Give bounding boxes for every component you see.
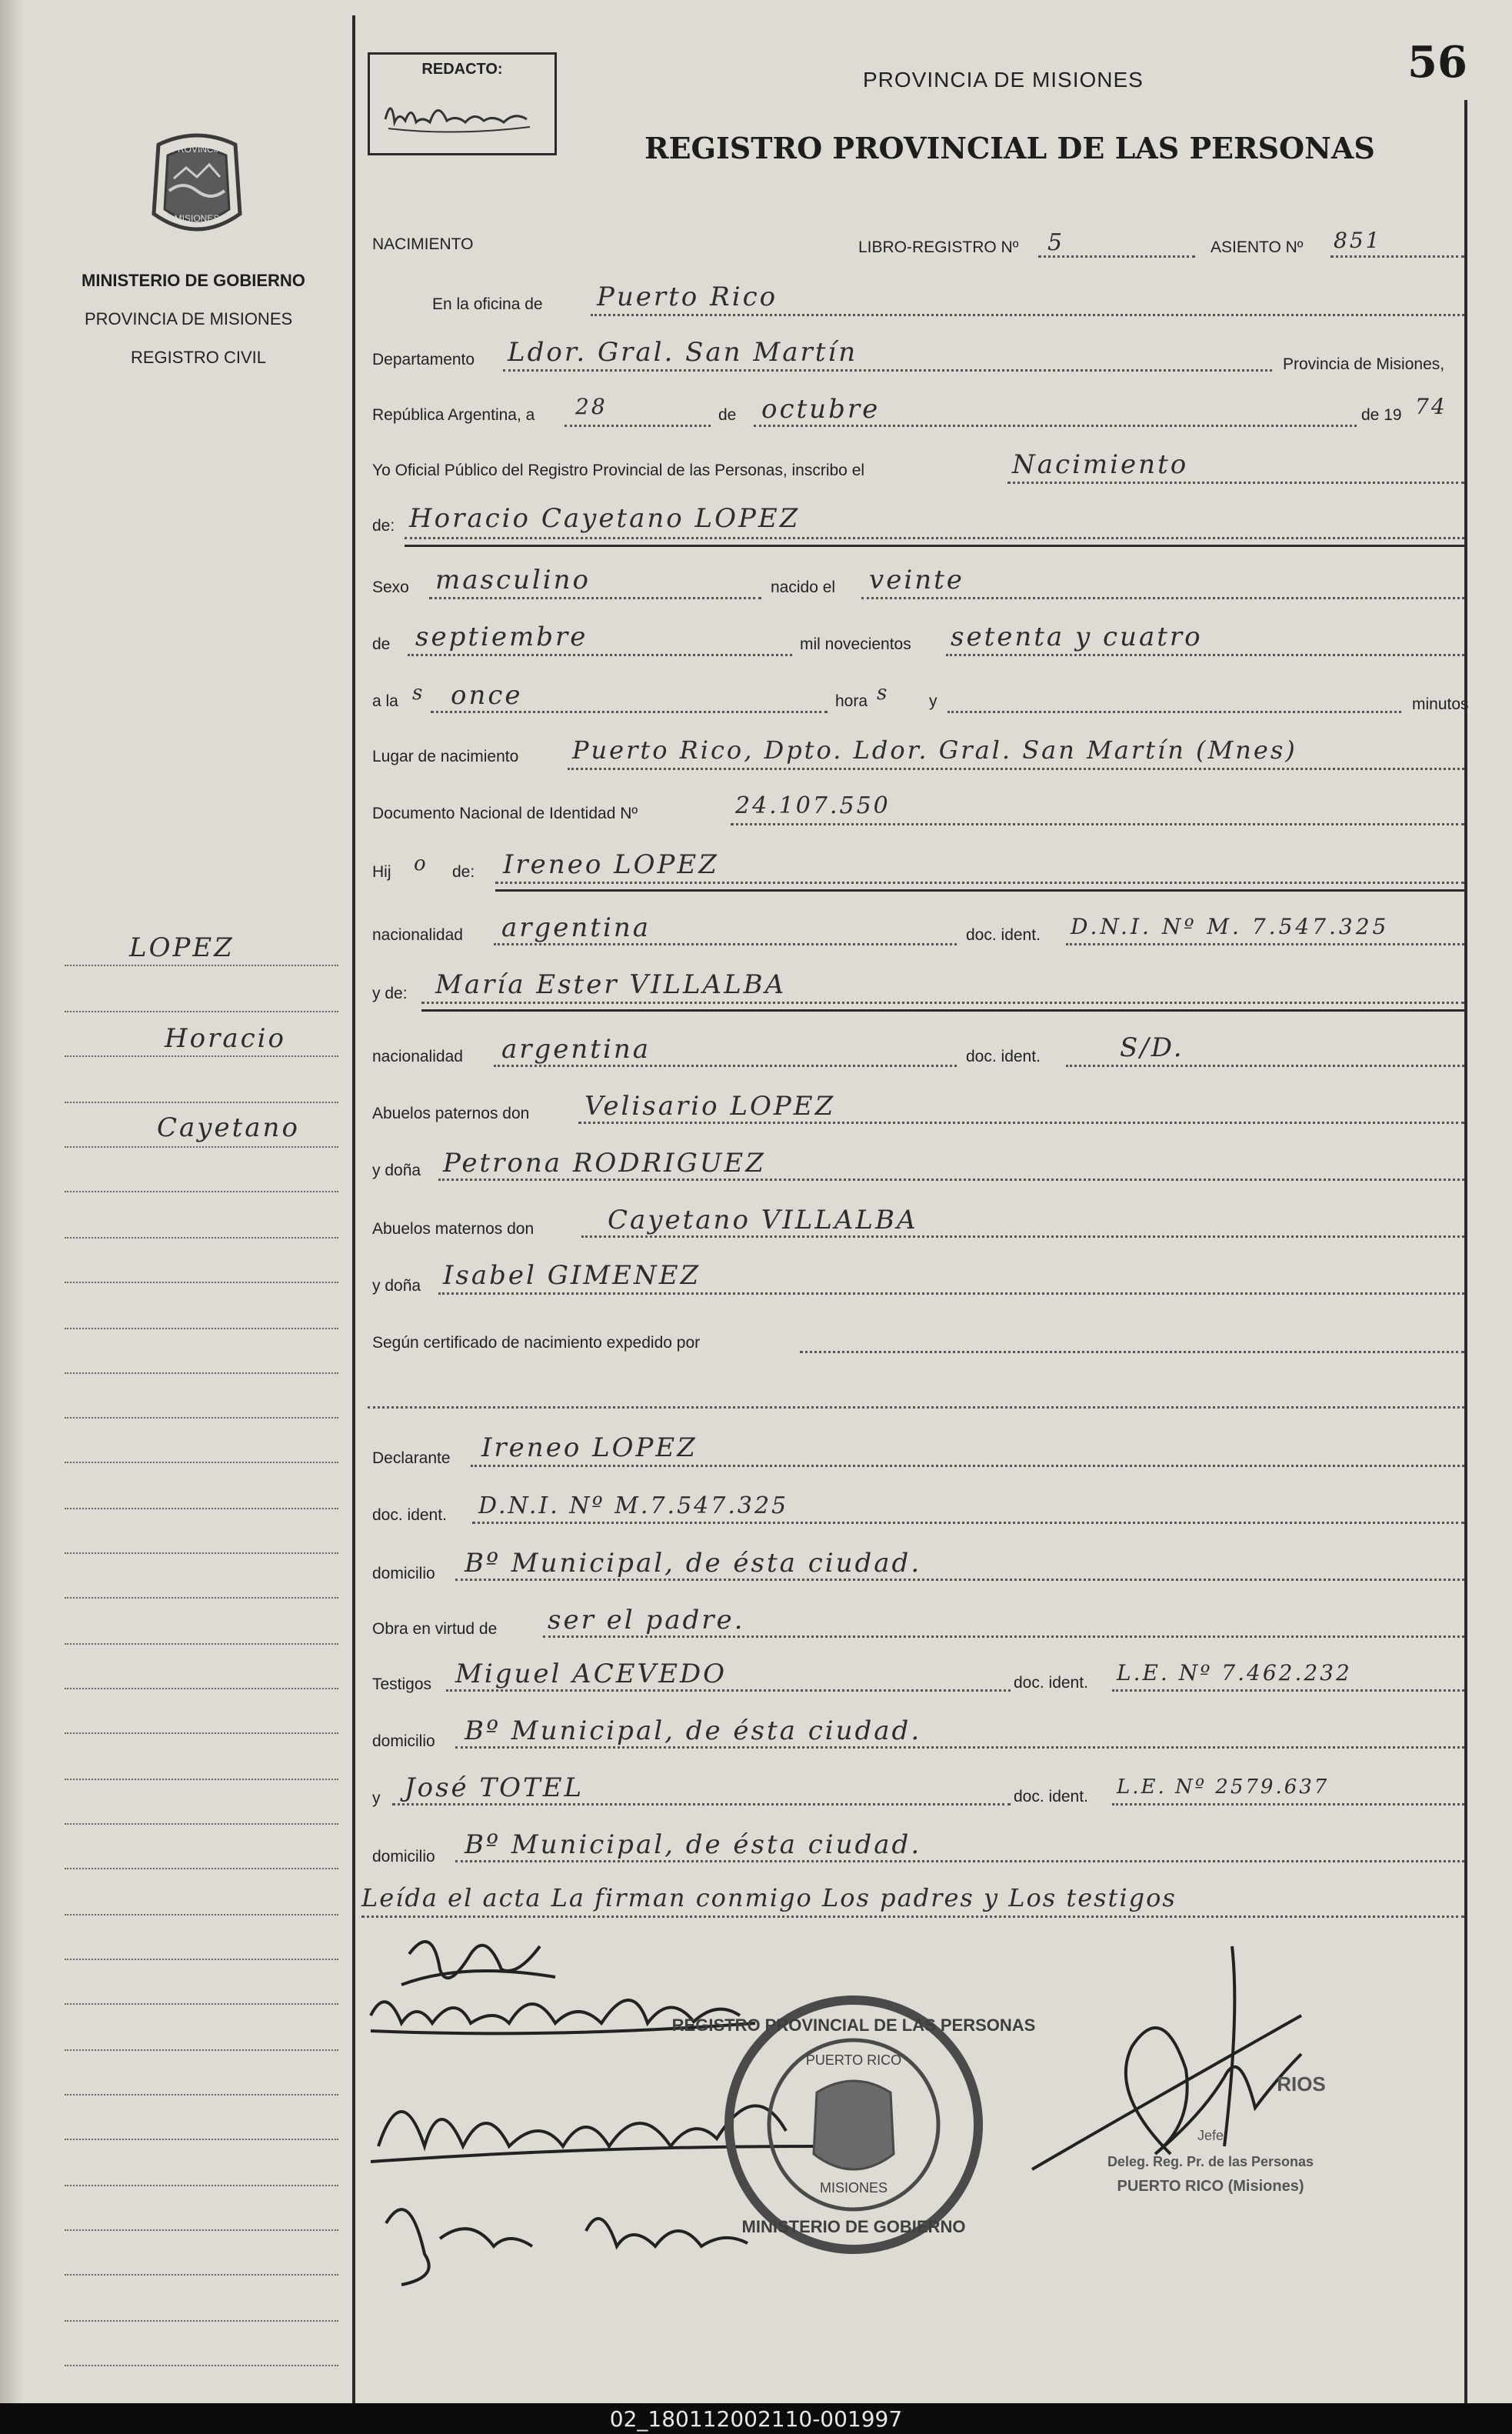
dots bbox=[455, 1860, 1464, 1862]
label-y-dona: y doña bbox=[372, 1162, 421, 1179]
label-nacionalidad: nacionalidad bbox=[372, 926, 463, 944]
dots bbox=[731, 823, 1464, 825]
value-libro: 5 bbox=[1047, 229, 1065, 256]
dots bbox=[800, 1351, 1464, 1353]
dots bbox=[581, 1235, 1464, 1238]
label-provincia: Provincia de Misiones, bbox=[1283, 355, 1445, 373]
label-oficina: En la oficina de bbox=[432, 295, 543, 313]
dots bbox=[408, 654, 792, 656]
value-padre: Ireneo LOPEZ bbox=[503, 849, 719, 880]
margin-line bbox=[65, 965, 338, 966]
value-asiento: 851 bbox=[1334, 228, 1382, 253]
dots bbox=[471, 1465, 1464, 1467]
margin-line bbox=[65, 1779, 338, 1780]
value-dia: 28 bbox=[575, 394, 608, 419]
label-de-2: de bbox=[372, 635, 391, 653]
underline bbox=[495, 889, 1464, 892]
label-y-de: y de: bbox=[372, 985, 408, 1002]
value-abuelo-paterno: Velisario LOPEZ bbox=[584, 1091, 836, 1122]
stamp-bottom-ring: MINISTERIO DE GOBIERNO bbox=[741, 2217, 966, 2236]
label-doc-ident: doc. ident. bbox=[966, 926, 1041, 944]
binding-shadow bbox=[0, 0, 23, 2403]
value-sexo: masculino bbox=[435, 565, 591, 595]
margin-line bbox=[65, 1508, 338, 1509]
underline bbox=[405, 545, 1464, 547]
stamp-ring-text: REGISTRO PROVINCIAL DE LAS PERSONAS bbox=[671, 2016, 1036, 2035]
label-doc-declarante: doc. ident. bbox=[372, 1506, 447, 1524]
value-doc-testigo-2: L.E. Nº 2579.637 bbox=[1117, 1775, 1330, 1799]
label-a-la: a la bbox=[372, 692, 398, 710]
label-minutos: minutos bbox=[1412, 695, 1469, 713]
dots bbox=[472, 1522, 1464, 1524]
label-libro: LIBRO-REGISTRO Nº bbox=[858, 238, 1019, 256]
value-dni: 24.107.550 bbox=[735, 792, 891, 819]
value-domicilio: Bº Municipal, de ésta ciudad. bbox=[465, 1548, 922, 1579]
label-asiento: ASIENTO Nº bbox=[1211, 238, 1304, 256]
margin-line bbox=[65, 1552, 338, 1554]
label-departamento: Departamento bbox=[372, 351, 475, 368]
dots bbox=[455, 1579, 1464, 1581]
value-horas-s: s bbox=[877, 682, 890, 705]
margin-line bbox=[65, 1011, 338, 1012]
margin-line bbox=[65, 1328, 338, 1329]
margin-line bbox=[65, 1732, 338, 1734]
label-doc-testigo-2: doc. ident. bbox=[1014, 1788, 1088, 1805]
margin-line bbox=[65, 1643, 338, 1645]
label-segun: Según certificado de nacimiento expedido por bbox=[372, 1334, 701, 1352]
margin-line bbox=[65, 1282, 338, 1283]
dots bbox=[429, 597, 761, 599]
dots bbox=[438, 1292, 1464, 1295]
label-hij-de: de: bbox=[452, 863, 475, 881]
value-abuelo-materno: Cayetano VILLALBA bbox=[608, 1205, 918, 1235]
value-obra: ser el padre. bbox=[548, 1605, 745, 1635]
label-republica: República Argentina, a bbox=[372, 406, 535, 424]
margin-line bbox=[65, 1191, 338, 1192]
header-province: PROVINCIA DE MISIONES bbox=[863, 68, 1144, 92]
margin-line bbox=[65, 1372, 338, 1374]
label-horas: hora bbox=[835, 692, 868, 710]
stamp-center-top: PUERTO RICO bbox=[805, 2052, 902, 2068]
margin-line bbox=[65, 2185, 338, 2186]
margin-line bbox=[65, 1868, 338, 1869]
value-doc-padre: D.N.I. Nº M. 7.547.325 bbox=[1071, 914, 1390, 939]
margin-line bbox=[65, 1055, 338, 1057]
margin-line bbox=[65, 1959, 338, 1960]
signatures bbox=[355, 1923, 1463, 2308]
official-stamp-line-1: RIOS bbox=[1277, 2072, 1326, 2096]
label-dni: Documento Nacional de Identidad Nº bbox=[372, 805, 638, 822]
value-doc-madre: S/D. bbox=[1120, 1032, 1184, 1063]
margin-line bbox=[65, 1417, 338, 1419]
coat-of-arms-seal bbox=[143, 129, 251, 245]
label-nacimiento: NACIMIENTO bbox=[372, 235, 474, 253]
label-lugar: Lugar de nacimiento bbox=[372, 748, 519, 765]
dots bbox=[431, 711, 828, 713]
dots bbox=[754, 425, 1357, 427]
value-abuela-paterna: Petrona RODRIGUEZ bbox=[443, 1148, 766, 1179]
footer-id: 02_180112002110-001997 bbox=[0, 2403, 1512, 2434]
dots bbox=[405, 537, 1464, 539]
label-de: de bbox=[718, 406, 737, 424]
margin-line bbox=[65, 2365, 338, 2366]
margin-line bbox=[65, 1914, 338, 1916]
witness-1-signature bbox=[371, 2106, 817, 2162]
label-abuelos-maternos: Abuelos maternos don bbox=[372, 1220, 535, 1238]
margin-line bbox=[65, 2049, 338, 2051]
margin-line bbox=[65, 2320, 338, 2322]
dots bbox=[543, 1635, 1464, 1638]
value-doc-declarante: D.N.I. Nº M.7.547.325 bbox=[478, 1492, 789, 1519]
value-domicilio-testigo-1: Bº Municipal, de ésta ciudad. bbox=[465, 1715, 922, 1746]
value-hij: o bbox=[414, 852, 428, 875]
margin-line bbox=[65, 1102, 338, 1103]
margin-line bbox=[65, 1823, 338, 1825]
value-lugar: Puerto Rico, Dpto. Ldor. Gral. San Martín (Mnes) bbox=[572, 735, 1297, 765]
dots bbox=[1066, 1065, 1464, 1067]
stamp-center-bottom: MISIONES bbox=[819, 2180, 888, 2196]
value-abuela-materna: Isabel GIMENEZ bbox=[443, 1260, 701, 1291]
underline bbox=[421, 1009, 1464, 1012]
label-oficial: Yo Oficial Público del Registro Provincial de las Personas, inscribo el bbox=[372, 462, 865, 479]
label-doc-testigo-1: doc. ident. bbox=[1014, 1674, 1088, 1692]
margin-line bbox=[65, 1597, 338, 1599]
left-header-ministry: MINISTERIO DE GOBIERNO bbox=[82, 271, 305, 290]
value-testigo-1: Miguel ACEVEDO bbox=[455, 1659, 728, 1689]
label-y-dona-2: y doña bbox=[372, 1277, 421, 1295]
dots bbox=[455, 1746, 1464, 1749]
dots bbox=[495, 882, 1464, 884]
redacto-box bbox=[368, 52, 557, 155]
label-de-colon: de: bbox=[372, 517, 395, 535]
label-abuelos-paternos: Abuelos paternos don bbox=[372, 1105, 530, 1122]
label-domicilio-2: domicilio bbox=[372, 1732, 435, 1750]
label-mil: mil novecientos bbox=[800, 635, 911, 653]
label-hij: Hij bbox=[372, 863, 391, 881]
value-nacionalidad-madre: argentina bbox=[501, 1034, 651, 1065]
dots bbox=[392, 1803, 1011, 1805]
label-nacido: nacido el bbox=[771, 578, 836, 596]
margin-first-name: Horacio bbox=[165, 1023, 287, 1054]
value-departamento: Ldor. Gral. San Martín bbox=[508, 337, 858, 368]
dots bbox=[494, 943, 957, 945]
label-sexo: Sexo bbox=[372, 578, 409, 596]
value-oficina: Puerto Rico bbox=[597, 282, 778, 312]
value-nacido: veinte bbox=[869, 565, 964, 595]
label-y-2: y bbox=[372, 1789, 381, 1807]
value-mes: octubre bbox=[761, 394, 881, 425]
value-hora: once bbox=[451, 680, 523, 711]
seal-text-top: PROVINCIA bbox=[171, 144, 223, 155]
value-domicilio-testigo-2: Bº Municipal, de ésta ciudad. bbox=[465, 1829, 922, 1860]
official-stamp-line-3: Deleg. Reg. Pr. de las Personas bbox=[1107, 2154, 1314, 2169]
value-declarante: Ireneo LOPEZ bbox=[481, 1432, 698, 1463]
header-title: REGISTRO PROVINCIAL DE LAS PERSONAS bbox=[644, 131, 1375, 165]
label-testigos: Testigos bbox=[372, 1675, 432, 1693]
dots bbox=[421, 1002, 1464, 1004]
dots bbox=[446, 1689, 1011, 1692]
label-domicilio-3: domicilio bbox=[372, 1848, 435, 1866]
dots bbox=[1330, 255, 1464, 258]
margin-line bbox=[65, 2003, 338, 2005]
label-de-anio: de 19 bbox=[1361, 406, 1402, 424]
label-nacionalidad-2: nacionalidad bbox=[372, 1048, 463, 1065]
dots bbox=[947, 711, 1401, 713]
dots bbox=[438, 1179, 1464, 1181]
margin-line bbox=[65, 2274, 338, 2276]
official-signature bbox=[1032, 1946, 1301, 2169]
left-header-province: PROVINCIA DE MISIONES bbox=[85, 309, 293, 328]
dots bbox=[503, 369, 1272, 372]
dots bbox=[494, 1065, 957, 1067]
value-closing: Leída el acta La firman conmigo Los padres y Los testigos bbox=[361, 1883, 1177, 1912]
father-signature bbox=[401, 1942, 555, 1985]
registry-stamp-center bbox=[814, 2081, 894, 2169]
margin-line bbox=[65, 2139, 338, 2140]
dots bbox=[361, 1916, 1464, 1918]
value-anio: 74 bbox=[1415, 394, 1447, 419]
official-stamp-line-2: Jefe bbox=[1197, 2128, 1224, 2143]
value-anio-nacimiento: setenta y cuatro bbox=[951, 622, 1203, 652]
label-y: y bbox=[929, 692, 938, 710]
value-inscribo: Nacimiento bbox=[1012, 449, 1189, 480]
dots bbox=[568, 768, 1464, 770]
seal-text-bottom: MISIONES bbox=[174, 213, 220, 224]
dots bbox=[1007, 482, 1464, 484]
margin-line bbox=[65, 1237, 338, 1239]
label-obra: Obra en virtud de bbox=[372, 1620, 498, 1638]
value-s: s bbox=[412, 682, 425, 705]
witness-2-signature bbox=[386, 2209, 748, 2285]
margin-line bbox=[65, 2094, 338, 2096]
margin-line bbox=[65, 1688, 338, 1689]
value-nombre: Horacio Cayetano LOPEZ bbox=[409, 503, 801, 534]
dots bbox=[1112, 1803, 1464, 1805]
margin-line bbox=[65, 1462, 338, 1463]
margin-surname: LOPEZ bbox=[129, 932, 235, 963]
dots bbox=[1112, 1689, 1464, 1692]
dots bbox=[578, 1122, 1464, 1124]
label-doc-ident-2: doc. ident. bbox=[966, 1048, 1041, 1065]
dots bbox=[1066, 943, 1464, 945]
margin-line bbox=[65, 1146, 338, 1148]
dots bbox=[591, 314, 1464, 316]
value-madre: María Ester VILLALBA bbox=[435, 969, 787, 1000]
page-number: 56 bbox=[1407, 37, 1467, 88]
value-nacionalidad-padre: argentina bbox=[501, 912, 651, 943]
redacto-label: REDACTO: bbox=[421, 61, 503, 78]
right-margin-rule bbox=[1464, 100, 1467, 2403]
dots bbox=[946, 654, 1464, 656]
left-header-registry: REGISTRO CIVIL bbox=[131, 348, 267, 367]
value-doc-testigo-1: L.E. Nº 7.462.232 bbox=[1117, 1660, 1352, 1685]
margin-middle-name: Cayetano bbox=[157, 1112, 300, 1143]
dots bbox=[368, 1406, 1464, 1409]
redactor-signature bbox=[376, 88, 545, 142]
official-stamp-line-4: PUERTO RICO (Misiones) bbox=[1117, 2178, 1304, 2195]
dots bbox=[565, 425, 711, 427]
value-mes-nacimiento: septiembre bbox=[415, 622, 588, 652]
margin-line bbox=[65, 2229, 338, 2231]
value-testigo-2: José TOTEL bbox=[405, 1772, 584, 1803]
label-domicilio: domicilio bbox=[372, 1565, 435, 1582]
dots bbox=[861, 597, 1464, 599]
label-declarante: Declarante bbox=[372, 1449, 451, 1467]
